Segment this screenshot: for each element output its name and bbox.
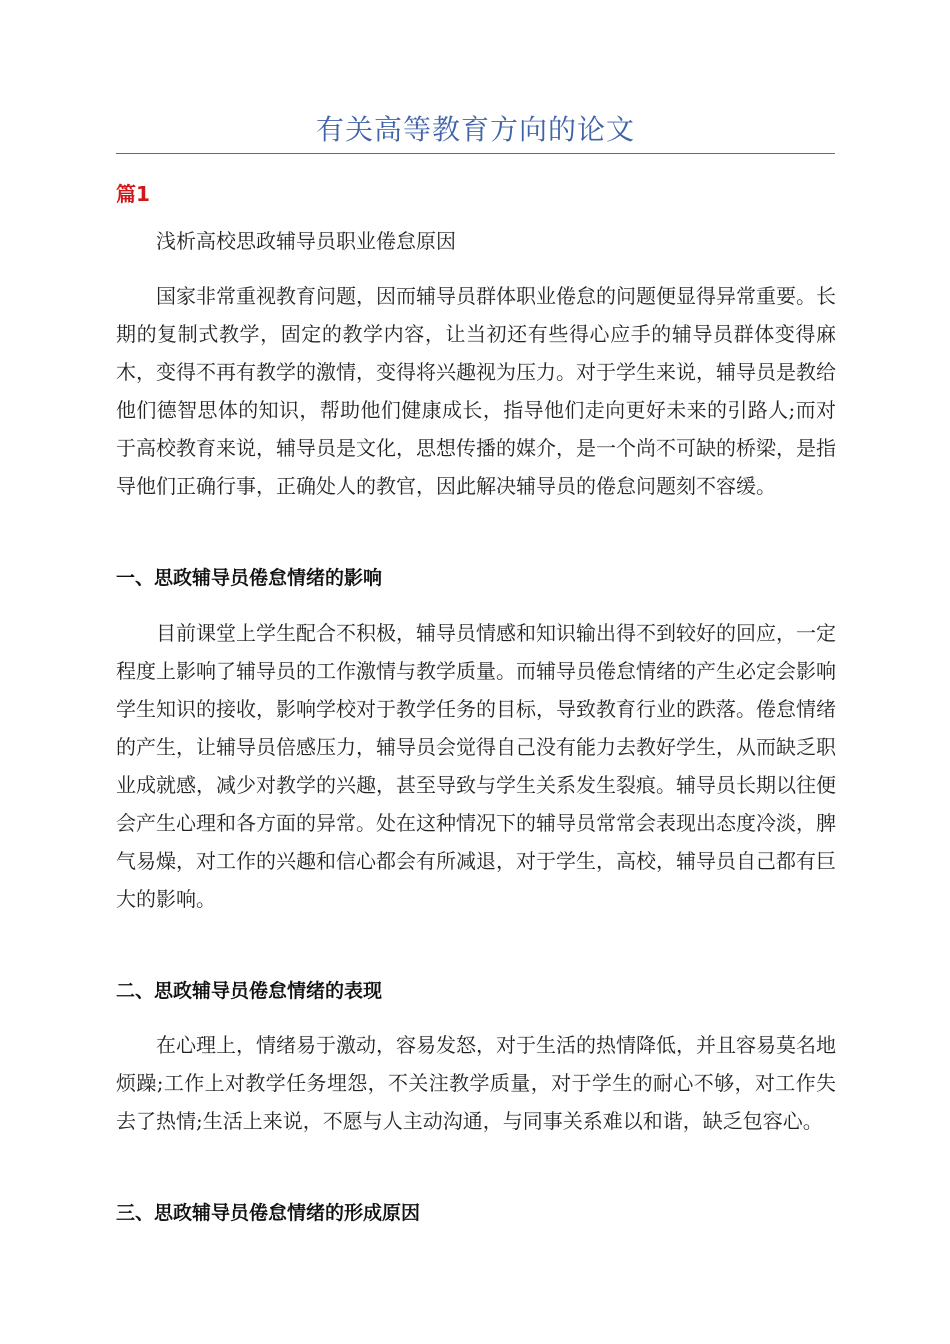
paragraph-manifestation: 在心理上，情绪易于激动，容易发怒，对于生活的热情降低，并且容易莫名地烦躁;工作上对教学任务埋怨，不关注教学质量，对于学生的耐心不够，对工作失去了热情;生活上来说，不愿与人主动沟通，与同事关系难以和谐，缺乏包容心。 xyxy=(116,1033,836,1133)
paragraph-impact: 目前课堂上学生配合不积极，辅导员情感和知识输出得不到较好的回应，一定程度上影响了辅导员的工作激情与教学质量。而辅导员倦怠情绪的产生必定会影响学生知识的接收，影响学校对于教学任务的目标，导致教育行业的跌落。倦怠情绪的产生，让辅导员倍感压力，辅导员会觉得自己没有能力去教好学生，从而缺乏职业成就感，减少对教学的兴趣，甚至导致与学生关系发生裂痕。辅导员长期以往便会产生心理和各方面的异常。处在这种情况下的辅导员常常会表现出态度冷淡，脾气易燥，对工作的兴趣和信心都会有所减退，对于学生，高校，辅导员自己都有巨大的影响。 xyxy=(116,621,836,911)
article-subtitle: 浅析高校思政辅导员职业倦怠原因 xyxy=(156,229,456,253)
heading-impact: 一、思政辅导员倦怠情绪的影响 xyxy=(116,567,383,589)
paragraph-intro: 国家非常重视教育问题，因而辅导员群体职业倦怠的问题便显得异常重要。长期的复制式教学，固定的教学内容，让当初还有些得心应手的辅导员群体变得麻木，变得不再有教学的激情，变得将兴趣视为压力。对于学生来说，辅导员是教给他们德智思体的知识，帮助他们健康成长，指导他们走向更好未来的引路人;而对于高校教育来说，辅导员是文化，思想传播的媒介，是一个尚不可缺的桥梁，是指导他们正确行事，正确处人的教官，因此解决辅导员的倦怠问题刻不容缓。 xyxy=(116,284,836,498)
section-mark: 篇1 xyxy=(116,182,150,206)
heading-manifestation: 二、思政辅导员倦怠情绪的表现 xyxy=(116,980,383,1002)
page-title: 有关高等教育方向的论文 xyxy=(315,113,635,146)
heading-causes: 三、思政辅导员倦怠情绪的形成原因 xyxy=(116,1202,421,1224)
title-underline xyxy=(116,153,835,154)
